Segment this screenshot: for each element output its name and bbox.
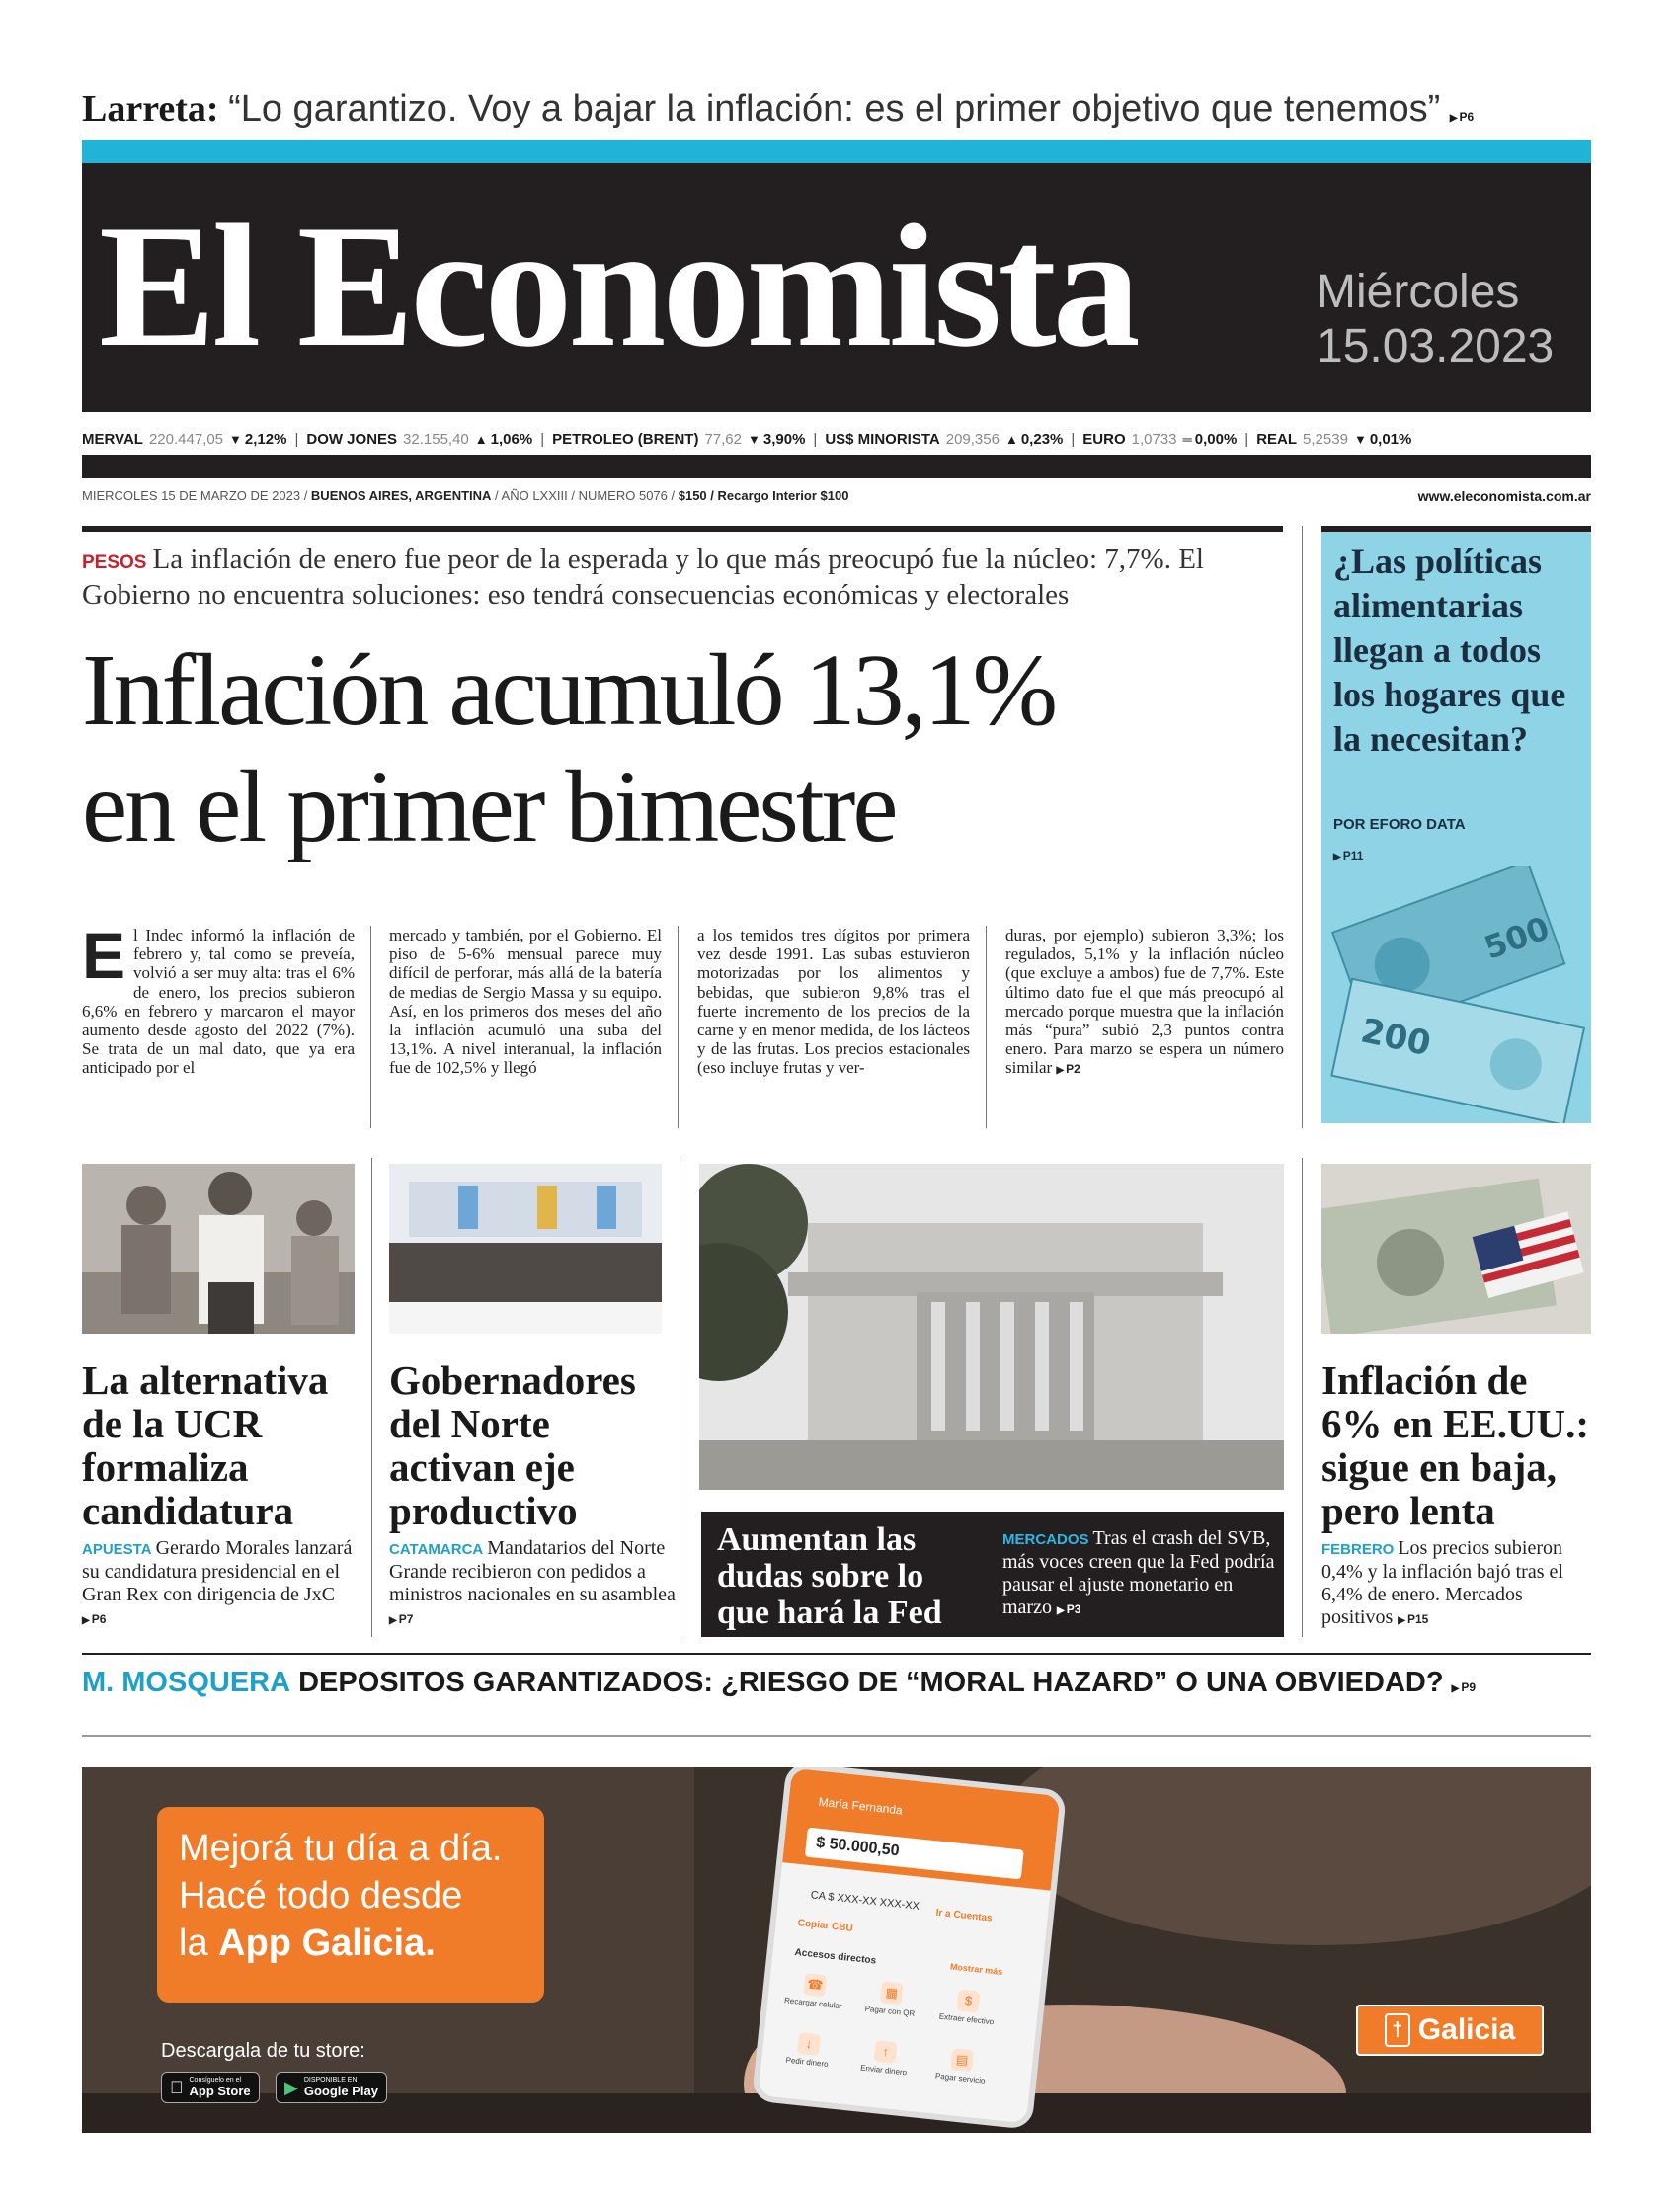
ticker-value: 32.155,40 <box>403 430 469 448</box>
up-icon: ▲ <box>1004 431 1018 447</box>
down-icon: ▼ <box>229 431 242 447</box>
lead-kicker[interactable] <box>82 543 1283 612</box>
masthead-day: Miércoles <box>1317 266 1520 318</box>
phone-action: ▤ Pagar servicio <box>928 2046 995 2087</box>
column-divider <box>370 926 371 1128</box>
ticker-divider: | <box>813 430 818 448</box>
lead-column-1 <box>82 926 355 1128</box>
ticker-divider: | <box>294 430 299 448</box>
ad-headline-card <box>157 1807 544 2003</box>
phone-icon: ☎ <box>803 1973 827 1997</box>
galicia-logo[interactable]: † Galicia <box>1356 2005 1544 2056</box>
quote-author: Larreta: <box>82 88 219 129</box>
federal-reserve-photo[interactable] <box>699 1164 1284 1490</box>
column-divider <box>371 1158 372 1637</box>
story-norte-tag: CATAMARCA <box>389 1541 484 1558</box>
lead-headline-line-1: Inflación acumuló 13,1% <box>82 633 1056 747</box>
governors-photo[interactable] <box>389 1164 662 1334</box>
fed-tag: MERCADOS <box>1002 1531 1089 1548</box>
ticker-value: 77,62 <box>704 430 742 448</box>
phone-action: ▦ Pagar con QR <box>858 1979 924 2019</box>
fed-story-box[interactable] <box>701 1512 1284 1637</box>
lead-headline-line-2: en el primer bimestre <box>82 750 896 863</box>
fed-body: Tras el crash del SVB, más voces creen que la Fed podría pausar el ajuste monetario en marzo <box>1002 1527 1275 1618</box>
ticker-name: EURO <box>1082 430 1126 448</box>
phone-show-more: Mostrar más <box>949 1961 1003 1978</box>
google-play-badge[interactable]: ▶ DISPONIBLE EN Google Play <box>276 2072 387 2103</box>
lead-column-text: mercado y también, por el Gobierno. El piso de 5-6% mensual parece muy difícil de perforar, más allá de la batería de medias de Sergio Massa y su equipo. Así, en los primeros dos meses del año la inflación acumuló una suba del 13,1%. A nivel interanual, la inflación fue de 102,5% y llegó <box>389 926 662 1078</box>
phone-user-name: María Fernanda <box>818 1794 904 1818</box>
opinion-title: DEPOSITOS GARANTIZADOS: ¿RIESGO DE “MORAL HAZARD” O UNA OBVIEDAD? <box>298 1667 1444 1698</box>
lead-page-ref[interactable]: ▶ P2 <box>1056 1062 1080 1076</box>
phone-shortcuts-title: Accesos directos <box>794 1946 877 1967</box>
story-ucr-summary <box>82 1537 359 1632</box>
qr-icon: ▦ <box>880 1981 904 2005</box>
ticker-name: PETROLEO (BRENT) <box>552 430 699 448</box>
lead-column-text: l Indec informó la inflación de febrero y, tal como se preveía, volvió a ser muy alta: tras el 6% de enero, los precios subieron 6,6% en febrero y marcaron el mayor aumento desde agosto del 2022 (7%). Se trata de un mal dato, que ya era anticipado por el <box>82 926 355 1078</box>
bill-icon: ▤ <box>950 2048 974 2072</box>
opinion-bottom-rule <box>82 1735 1591 1737</box>
promo-question: ¿Las políticas alimentarias llegan a todos los hogares que la necesitan? <box>1333 541 1566 759</box>
ticker-change: 1,06% <box>490 430 533 448</box>
website-link[interactable]: www.eleconomista.com.ar <box>1417 488 1591 504</box>
top-quote[interactable] <box>82 87 1623 130</box>
ticker-change: 2,12% <box>244 430 287 448</box>
promo-page-ref[interactable]: ▶ P11 <box>1333 849 1363 862</box>
dateline: MIERCOLES 15 DE MARZO DE 2023 / BUENOS AIRES, ARGENTINA / AÑO LXXIII / NUMERO 5076 / $150 / Recargo Interior $100 <box>82 488 849 503</box>
phone-cuentas-link: Ir a Cuentas <box>935 1907 994 1924</box>
phone-action: $ Extraer efectivo <box>934 1987 1000 2027</box>
story-ucr-page-ref[interactable]: ▶ P6 <box>82 1612 106 1626</box>
promo-top-rule <box>1321 526 1591 532</box>
down-icon: ▼ <box>748 431 760 447</box>
data-promo[interactable] <box>1321 526 1591 1123</box>
story-eeuu-summary <box>1321 1537 1593 1632</box>
masthead-date: 15.03.2023 <box>1317 320 1555 372</box>
story-norte-page-ref[interactable]: ▶ P7 <box>389 1612 413 1626</box>
ticker-value: 5,2539 <box>1303 430 1348 448</box>
ticker-value: 209,356 <box>945 430 1000 448</box>
newspaper-logo[interactable]: El Economista <box>99 188 1137 383</box>
promo-byline: POR EFORO DATA <box>1333 816 1466 833</box>
story-norte-summary <box>389 1537 676 1632</box>
quote-page-ref[interactable]: ▶ P6 <box>1450 110 1474 123</box>
phone-action: ☎ Recargar celular <box>781 1971 847 2011</box>
ad-line-1: Mejorá tu día a día. <box>179 1828 503 1869</box>
ticker-name: MERVAL <box>82 430 143 448</box>
svg-text:200: 200 <box>1357 1011 1435 1065</box>
ticker-name: US$ MINORISTA <box>825 430 940 448</box>
lead-column-3 <box>697 926 970 1128</box>
phone-balance: $ 50.000,50 <box>805 1828 1024 1880</box>
play-icon: ▶ <box>284 2077 298 2097</box>
lead-kicker-text: La inflación de enero fue peor de la esperada y lo que más preocupó fue la núcleo: 7,7%. El Gobierno no encuentra soluciones: eso tendrá consecuencias económicas y electorales <box>82 543 1204 611</box>
ticker-change: 3,90% <box>762 430 806 448</box>
ticker-divider: | <box>1071 430 1076 448</box>
issue-city: BUENOS AIRES, ARGENTINA <box>310 488 492 503</box>
morales-photo[interactable] <box>82 1164 355 1334</box>
column-divider <box>678 926 679 1128</box>
opinion-top-rule <box>82 1653 1591 1655</box>
column-divider <box>986 926 987 1128</box>
equal-icon: ═ <box>1182 431 1192 447</box>
story-eeuu-title[interactable]: Inflación de 6% en EE.UU.: sigue en baja, pero lenta <box>1321 1357 1590 1533</box>
svg-text:500: 500 <box>1479 909 1555 967</box>
fed-summary <box>1002 1527 1279 1622</box>
phone-action: ↑ Enviar dinero <box>851 2038 918 2079</box>
lead-rule <box>82 526 1283 532</box>
app-store-badge[interactable]: Consíguelo en el App Store <box>161 2072 260 2103</box>
phone-mockup <box>752 1767 1068 2130</box>
phone-account: CA $ XXX-XX XXX-XX <box>810 1889 920 1913</box>
opinion-author: M. MOSQUERA <box>82 1667 291 1698</box>
accent-bar <box>82 140 1591 163</box>
story-ucr-title[interactable]: La alternativa de la UCR formaliza candidatura <box>82 1357 329 1533</box>
ticker-item-brent <box>552 431 805 448</box>
up-icon: ▲ <box>474 431 488 447</box>
send-icon: ↑ <box>874 2040 898 2064</box>
quote-text: “Lo garantizo. Voy a bajar la inflación: es el primer objetivo que tenemos” <box>228 88 1441 129</box>
ticker-change: 0,23% <box>1020 430 1064 448</box>
ticker-change: 0,01% <box>1369 430 1412 448</box>
column-divider <box>1302 1158 1303 1637</box>
ticker-divider: | <box>540 430 545 448</box>
ticker-item-real <box>1256 431 1411 448</box>
opinion-page-ref[interactable]: ▶ P9 <box>1452 1680 1476 1694</box>
ticker-divider: | <box>1244 430 1249 448</box>
ticker-value: 220.447,05 <box>148 430 224 448</box>
banknotes-image <box>1321 866 1591 1123</box>
lead-dropcap: E <box>82 926 126 992</box>
ad-line-2: Hacé todo desde <box>179 1875 463 1917</box>
story-ucr-tag: APUESTA <box>82 1541 152 1558</box>
phone-action: ↓ Pedir dinero <box>775 2030 841 2071</box>
galicia-cross-icon: † <box>1385 2013 1410 2047</box>
story-eeuu-body: Los precios subieron 0,4% y la inflación bajó tras el 6,4% de enero. Mercados positivos <box>1321 1537 1563 1628</box>
lead-column-text: duras, por ejemplo) subieron 3,3%; los regulados, 5,1% y la inflación núcleo (que excluye a ambos) fue de 7,7%. Este último dato fue el que más preocupó al mercado porque muestra que la inflación más “pura” subió 2,3 puntos contra enero. Para marzo se espera un número similar <box>1005 926 1284 1078</box>
apple-icon <box>170 2078 184 2098</box>
ticker-item-euro <box>1082 431 1237 448</box>
ticker-item-usd <box>825 431 1063 448</box>
fed-page-ref[interactable]: ▶ P3 <box>1057 1602 1080 1616</box>
story-norte-body: Mandatarios del Norte Grande recibieron con pedidos a ministros nacionales en su asamblea <box>389 1537 676 1605</box>
cash-icon: $ <box>956 1989 980 2012</box>
lead-column-2 <box>389 926 662 1128</box>
request-icon: ↓ <box>797 2032 821 2056</box>
story-ucr-body: Gerardo Morales lanzará su candidatura presidencial en el Gran Rex con dirigencia de JxC <box>82 1537 353 1605</box>
story-norte-title[interactable]: Gobernadores del Norte activan eje productivo <box>389 1357 636 1533</box>
down-icon: ▼ <box>1353 431 1367 447</box>
ticker-value: 1,0733 <box>1131 430 1177 448</box>
masthead-bottom-bar <box>82 455 1591 478</box>
market-ticker <box>82 429 1591 449</box>
galicia-advertisement[interactable] <box>82 1767 1591 2133</box>
issue-number: AÑO LXXIII / NUMERO 5076 <box>501 488 668 503</box>
story-eeuu-page-ref[interactable]: ▶ P15 <box>1398 1612 1428 1626</box>
opinion-teaser[interactable] <box>82 1667 1591 1699</box>
lead-section-tag: PESOS <box>82 552 147 573</box>
ad-line-3: la App Galicia. <box>179 1923 436 1964</box>
ticker-name: DOW JONES <box>306 430 398 448</box>
dollar-flag-photo[interactable] <box>1321 1164 1591 1334</box>
issue-date: MIERCOLES 15 DE MARZO DE 2023 <box>82 488 301 503</box>
fed-title: Aumentan las dudas sobre lo que hará la Fed <box>717 1521 942 1631</box>
issue-price: $150 / Recargo Interior $100 <box>678 488 849 503</box>
ticker-change: 0,00% <box>1194 430 1238 448</box>
ticker-item-dow-jones <box>306 431 532 448</box>
ticker-name: REAL <box>1256 430 1298 448</box>
phone-cbu-link: Copiar CBU <box>797 1918 854 1934</box>
lead-column-4 <box>1005 926 1284 1128</box>
ticker-item-merval <box>82 431 286 448</box>
lead-column-text: a los temidos tres dígitos por primera vez desde 1991. Las subas estuvieron motorizadas por los alimentos y bebidas, que subieron 9,8% tras el fuerte incremento de los precios de la carne y en menor medida, de los lácteos y de las frutas. Los precios estacionales (eso incluye frutas y ver- <box>697 926 970 1078</box>
sidebar-divider <box>1302 526 1303 1128</box>
story-eeuu-tag: FEBRERO <box>1321 1541 1395 1558</box>
ad-download-label: Descargala de tu store: <box>161 2040 365 2062</box>
lead-headline[interactable] <box>82 632 1297 865</box>
